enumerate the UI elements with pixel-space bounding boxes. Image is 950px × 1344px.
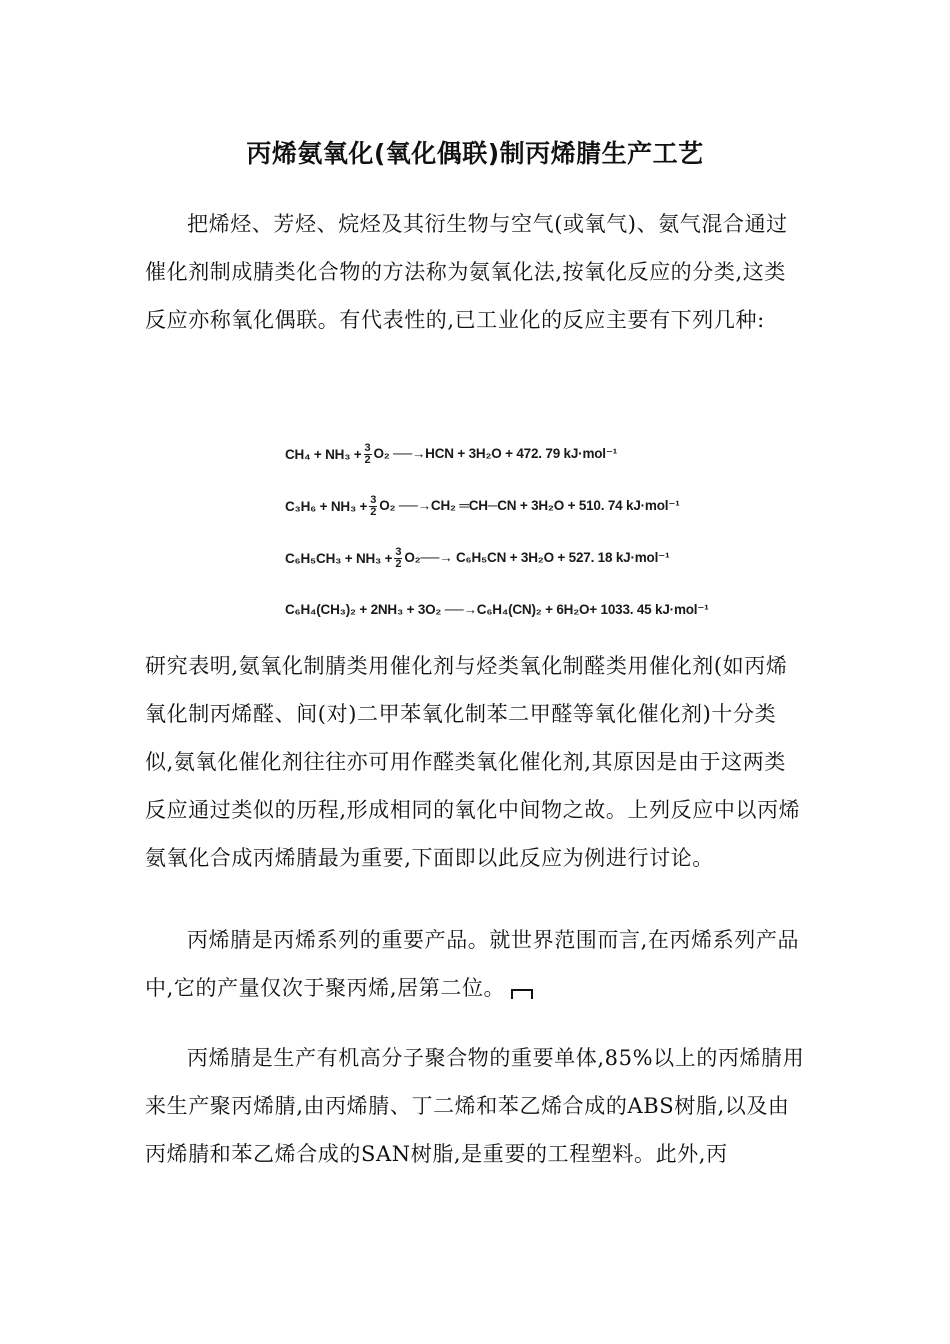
fraction-numerator: 3	[370, 493, 377, 506]
fraction	[364, 443, 372, 466]
equation-xylene	[285, 584, 805, 636]
document-title: 丙烯氨氧化(氧化偶联)制丙烯腈生产工艺	[246, 139, 704, 168]
equation-rhs: O₂ ──→CH₂ ═CH─CN + 3H₂O + 510. 74 kJ·mol⁻¹	[379, 498, 680, 513]
product-text-content: 丙烯腈是丙烯系列的重要产品。就世界范围而言,在丙烯系列产品中,它的产量仅次于聚丙烯,居第二位。	[145, 928, 800, 1000]
equation-toluene	[285, 532, 805, 584]
monomer-paragraph	[145, 1034, 805, 1178]
fraction-denominator: 2	[395, 557, 402, 570]
equation-block	[285, 428, 805, 636]
equation-propylene	[285, 480, 805, 532]
equation-rhs: O₂ ──→HCN + 3H₂O + 472. 79 kJ·mol⁻¹	[373, 446, 618, 461]
fraction-numerator: 3	[395, 545, 402, 558]
product-text	[145, 916, 805, 1012]
research-paragraph	[145, 642, 805, 882]
equation-methane	[285, 428, 805, 480]
equation-lhs: C₆H₅CH₃ + NH₃ +	[285, 550, 393, 566]
fraction	[369, 495, 377, 518]
equation-lhs: CH₄ + NH₃ +	[285, 446, 362, 462]
intro-paragraph	[145, 200, 805, 344]
bracket-mark-icon	[511, 989, 533, 999]
fraction	[394, 547, 402, 570]
fraction-numerator: 3	[364, 441, 371, 454]
intro-text: 把烯烃、芳烃、烷烃及其衍生物与空气(或氧气)、氨气混合通过催化剂制成腈类化合物的方法称为氨氧化法,按氧化反应的分类,这类反应亦称氧化偶联。有代表性的,已工业化的反应主要有下列几种:	[145, 212, 788, 332]
fraction-denominator: 2	[364, 453, 371, 466]
monomer-text: 丙烯腈是生产有机高分子聚合物的重要单体,85%以上的丙烯腈用来生产聚丙烯腈,由丙烯腈、丁二烯和苯乙烯合成的ABS树脂,以及由丙烯腈和苯乙烯合成的SAN树脂,是重要的工程塑料。此外,丙	[145, 1046, 805, 1166]
fraction-denominator: 2	[370, 505, 377, 518]
product-paragraph	[145, 916, 805, 1012]
equation-full: C₆H₄(CH₃)₂ + 2NH₃ + 3O₂ ──→C₆H₄(CN)₂ + 6H₂O+ 1033. 45 kJ·mol⁻¹	[285, 602, 709, 617]
research-text: 研究表明,氨氧化制腈类用催化剂与烃类氧化制醛类用催化剂(如丙烯氧化制丙烯醛、间(对)二甲苯氧化制苯二甲醛等氧化催化剂)十分类似,氨氧化催化剂往往亦可用作醛类氧化催化剂,其原因是由于这两类反应通过类似的历程,形成相同的氧化中间物之故。上列反应中以丙烯氨氧化合成丙烯腈最为重要,下面即以此反应为例进行讨论。	[145, 654, 801, 870]
equation-rhs: O₂──→ C₆H₅CN + 3H₂O + 527. 18 kJ·mol⁻¹	[404, 550, 670, 565]
equation-lhs: C₃H₆ + NH₃ +	[285, 498, 368, 514]
